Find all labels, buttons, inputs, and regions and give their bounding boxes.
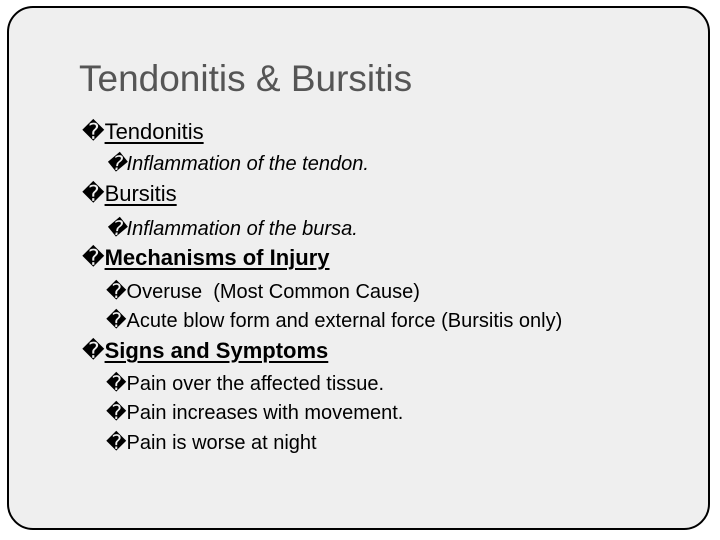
sub-bullet-label: Pain over the affected tissue. (126, 373, 385, 395)
bullet-mark-icon: � (106, 371, 127, 395)
sub-bullet-label: Inflammation of the tendon. (126, 153, 369, 175)
sub-bullet-overuse (106, 279, 420, 304)
bullet-mark-icon: � (106, 400, 127, 424)
sub-bullet-label: Overuse (Most Common Cause) (126, 281, 420, 303)
bullet-mark-icon: � (106, 279, 127, 303)
sub-bullet-pain-worse-night (106, 430, 317, 455)
bullet-mark-icon: � (82, 339, 105, 364)
sub-bullet-bursitis-definition (106, 216, 358, 241)
bullet-tendonitis (82, 119, 204, 145)
sub-bullet-pain-increases (106, 400, 403, 425)
sub-bullet-label: Pain is worse at night (126, 432, 317, 454)
sub-bullet-label: Inflammation of the bursa. (126, 218, 358, 240)
bullet-label: Signs and Symptoms (104, 338, 329, 363)
bullet-mark-icon: � (82, 182, 105, 207)
bullet-label: Tendonitis (104, 119, 204, 144)
bullet-mark-icon: � (106, 430, 127, 454)
sub-bullet-pain-over-tissue (106, 371, 384, 396)
bullet-mark-icon: � (82, 120, 105, 145)
sub-bullet-label: Acute blow form and external force (Bursitis only) (126, 310, 563, 332)
bullet-label: Bursitis (104, 181, 177, 206)
sub-bullet-tendonitis-definition (106, 151, 369, 176)
bullet-label: Mechanisms of Injury (104, 245, 330, 270)
bullet-mark-icon: � (82, 246, 105, 271)
slide-title: Tendonitis & Bursitis (79, 58, 413, 99)
bullet-mark-icon: � (106, 151, 127, 175)
bullet-mechanisms-of-injury (82, 245, 330, 271)
sub-bullet-acute-blow (106, 308, 562, 333)
bullet-bursitis (82, 181, 177, 207)
sub-bullet-label: Pain increases with movement. (126, 402, 404, 424)
bullet-mark-icon: � (106, 308, 127, 332)
bullet-signs-and-symptoms (82, 338, 328, 364)
bullet-mark-icon: � (106, 216, 127, 240)
